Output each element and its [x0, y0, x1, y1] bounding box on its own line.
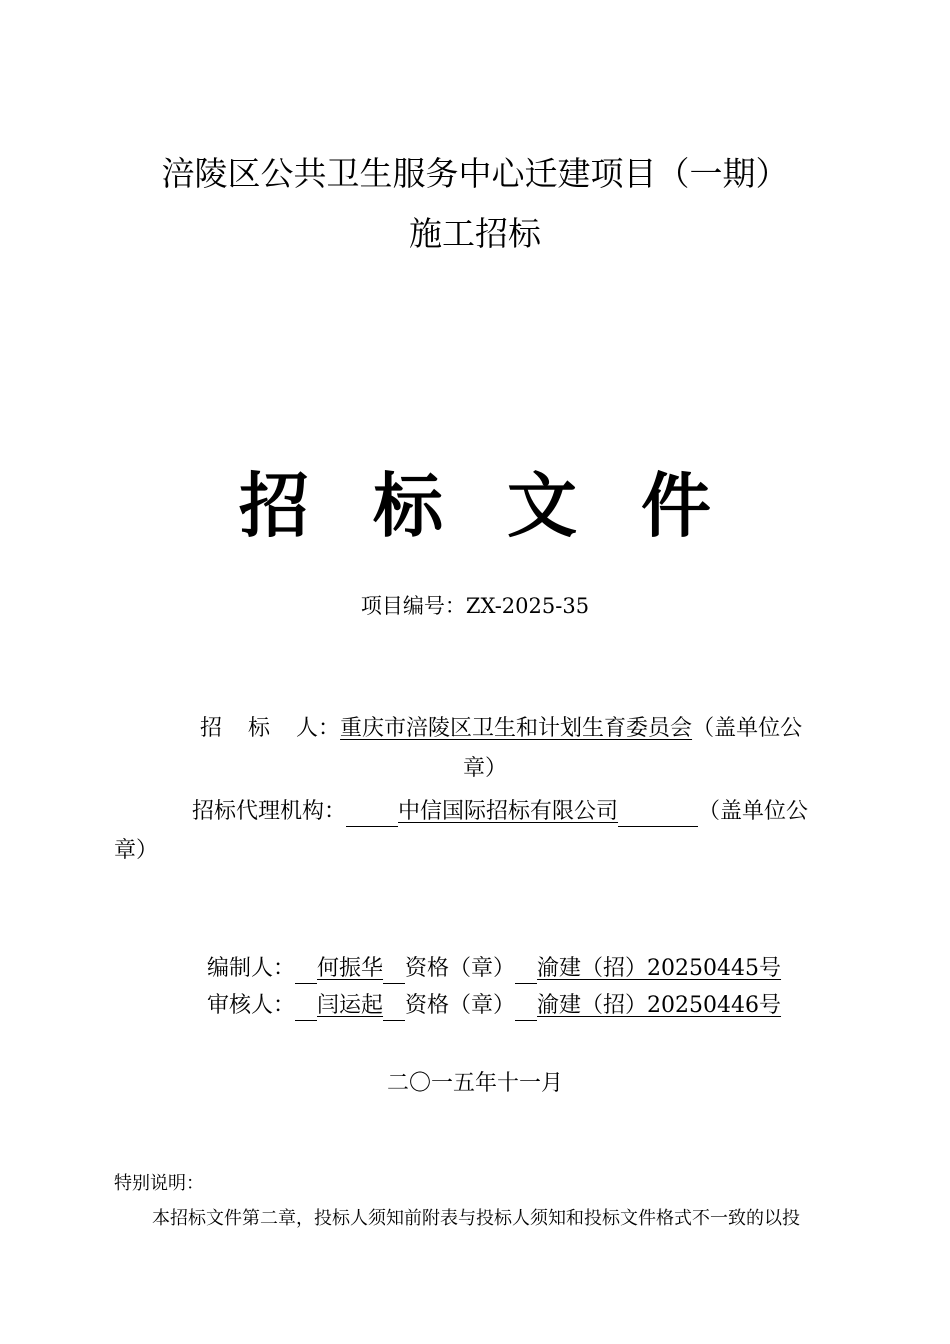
tenderer-label-char1: 招: [200, 716, 223, 741]
tenderer-line: [200, 714, 802, 744]
agency-label: 招标代理机构：: [192, 799, 347, 824]
compiler-label: 编制人：: [207, 956, 296, 981]
reviewer-label: 审核人：: [207, 993, 296, 1018]
compiler-qual-label: 资格（章）: [405, 956, 516, 981]
special-note-heading: 特别说明：: [114, 1173, 204, 1194]
project-number-value: ZX-2025-35: [465, 594, 590, 618]
tenderer-name: 重庆市涪陵区卫生和计划生育委员会: [340, 716, 693, 741]
compiler-name: 何振华: [317, 956, 384, 981]
tenderer-label-char2: 标: [248, 716, 271, 741]
tenderer-label-char3: 人：: [296, 716, 341, 741]
reviewer-name: 闫运起: [317, 993, 384, 1018]
reviewer-line: [207, 991, 781, 1021]
agency-name: 中信国际招标有限公司: [398, 799, 619, 824]
reviewer-qual-label: 资格（章）: [405, 993, 516, 1018]
tenderer-seal-note-cont: 章）: [463, 756, 508, 781]
agency-seal-note: （盖单位公: [698, 799, 809, 824]
compiler-qual-no: 渝建（招）20250445号: [537, 956, 782, 981]
compiler-line: [207, 954, 781, 984]
reviewer-qual-no: 渝建（招）20250446号: [537, 993, 782, 1018]
agency-seal-note-cont: 章）: [114, 838, 159, 863]
document-date: 二〇一五年十一月: [386, 1071, 563, 1096]
tenderer-seal-note: （盖单位公: [692, 716, 803, 741]
document-title: 招标文件: [239, 465, 775, 547]
project-number: [0, 592, 950, 620]
project-number-label: 项目编号：: [360, 594, 466, 618]
project-title-line1: 涪陵区公共卫生服务中心迁建项目（一期）: [161, 154, 789, 193]
special-note-text: 本招标文件第二章，投标人须知前附表与投标人须知和投标文件格式不一致的以投: [152, 1208, 800, 1229]
project-title-line2: 施工招标: [409, 214, 541, 253]
agency-line: [192, 797, 808, 827]
